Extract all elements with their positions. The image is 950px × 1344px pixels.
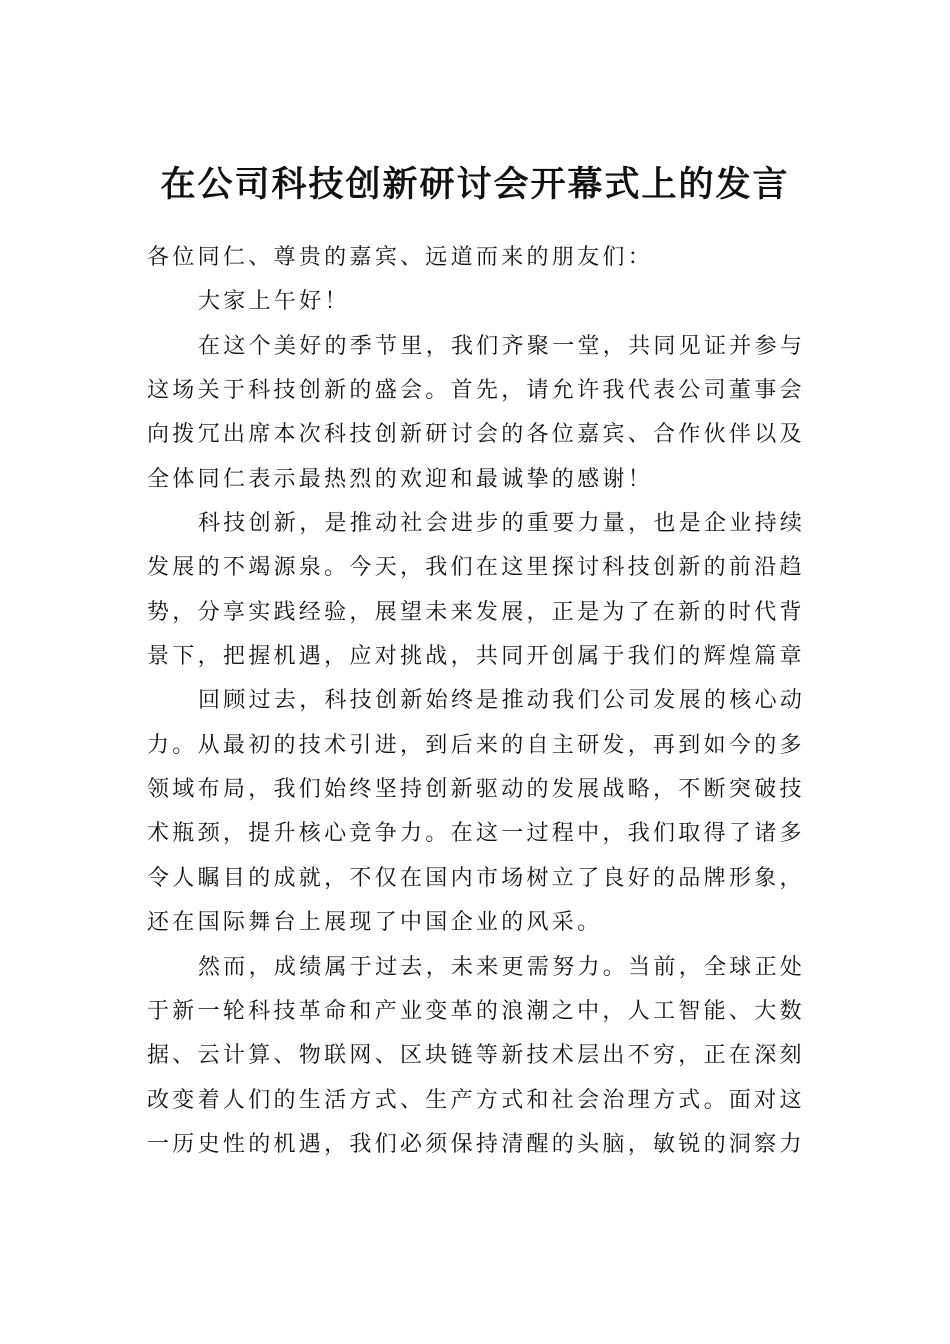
paragraph-line: 改变着人们的生活方式、生产方式和社会治理方式。面对这 [147,1087,805,1113]
paragraph-line: 景下，把握机遇，应对挑战，共同开创属于我们的辉煌篇章 [147,644,805,670]
paragraph-line: 领域布局，我们始终坚持创新驱动的发展战略，不断突破技 [147,777,805,803]
paragraph-line: 力。从最初的技术引进，到后来的自主研发，再到如今的多 [147,732,805,758]
paragraph-line: 发展的不竭源泉。今天，我们在这里探讨科技创新的前沿趋 [147,555,805,581]
paragraph [147,946,812,1168]
paragraph-line: 术瓶颈，提升核心竞争力。在这一过程中，我们取得了诸多 [147,821,805,847]
paragraph-line: 然而，成绩属于过去，未来更需努力。当前，全球正处 [198,954,806,980]
paragraph-line: 在这个美好的季节里，我们齐聚一堂，共同见证并参与 [198,333,806,359]
paragraph-line: 向拨冗出席本次科技创新研讨会的各位嘉宾、合作伙伴以及 [147,422,805,448]
paragraph-line: 势，分享实践经验，展望未来发展，正是为了在新的时代背 [147,599,805,625]
paragraphs [147,280,812,1167]
paragraph [147,280,812,324]
paragraph-line: 令人瞩目的成就，不仅在国内市场树立了良好的品牌形象， [147,865,805,891]
paragraph [147,325,812,502]
paragraph-line: 回顾过去，科技创新始终是推动我们公司发展的核心动 [198,688,806,714]
paragraph-line: 全体同仁表示最热烈的欢迎和最诚挚的感谢！ [147,466,654,492]
document-title: 在公司科技创新研讨会开幕式上的发言 [160,164,790,205]
paragraph-line: 一历史性的机遇，我们必须保持清醒的头脑，敏锐的洞察力 [147,1131,805,1157]
paragraph-line: 大家上午好！ [198,289,350,315]
paragraph-line: 科技创新，是推动社会进步的重要力量，也是企业持续 [198,511,806,537]
paragraph-line: 于新一轮科技革命和产业变革的浪潮之中，人工智能、大数 [147,998,805,1024]
salutation: 各位同仁、尊贵的嘉宾、远道而来的朋友们： [147,245,654,270]
paragraph [147,502,812,679]
document-body [147,236,812,1167]
paragraph-line: 还在国际舞台上展现了中国企业的风采。 [147,910,603,936]
paragraph-line: 这场关于科技创新的盛会。首先，请允许我代表公司董事会 [147,378,805,404]
paragraph [147,679,812,945]
paragraph-line: 据、云计算、物联网、区块链等新技术层出不穷，正在深刻 [147,1043,805,1069]
